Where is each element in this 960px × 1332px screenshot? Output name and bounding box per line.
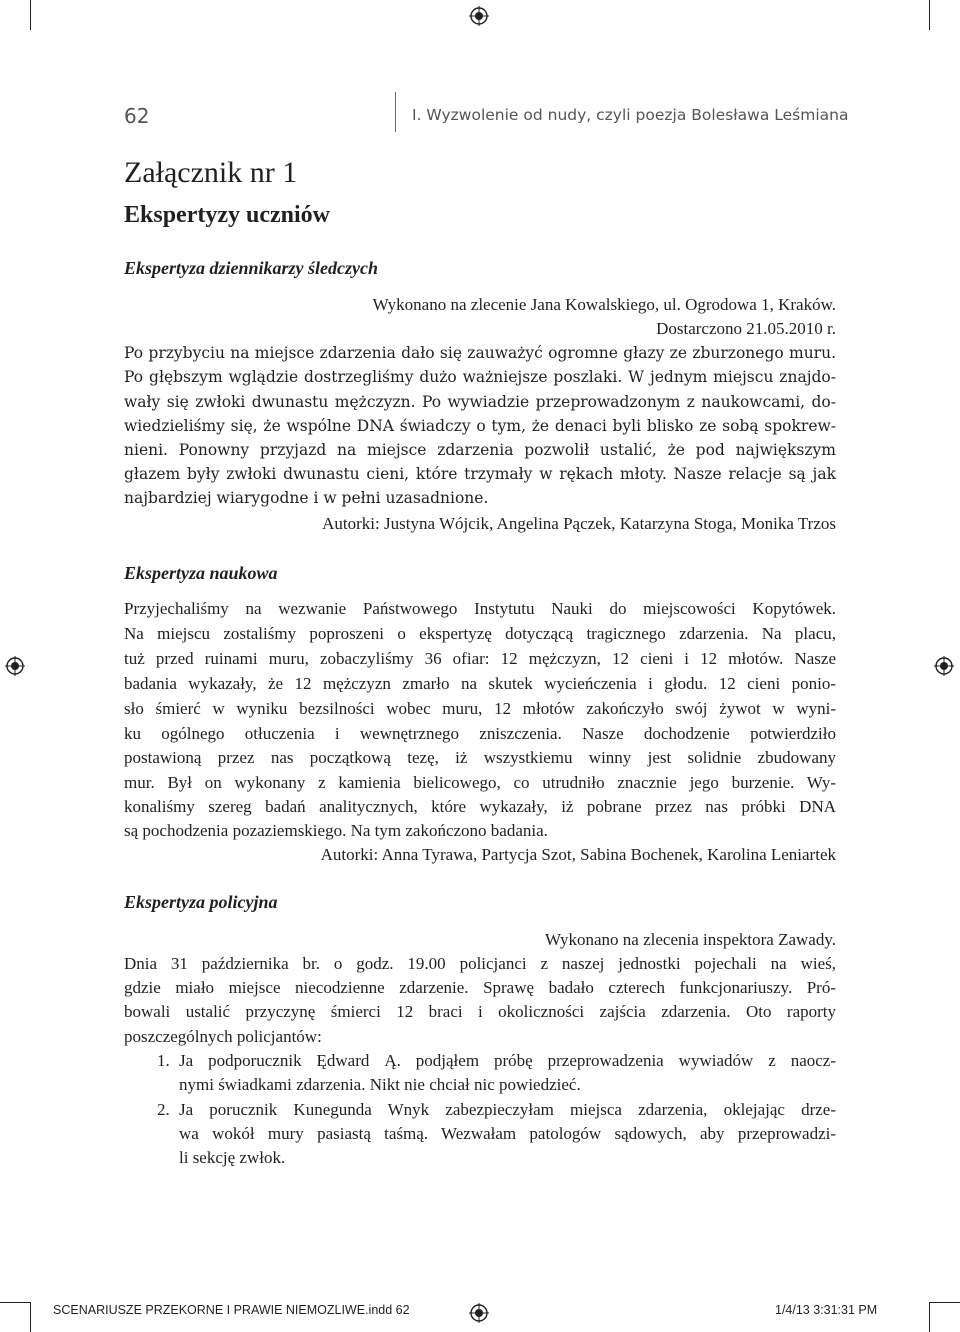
crop-mark-top-right [929, 0, 930, 30]
list-number: 1. [157, 1051, 170, 1070]
crop-mark-bottom-right [929, 1302, 930, 1332]
paragraph-line: wały się zwłoki dwunastu mężczyzn. Po wywiadzie przeprowadzonym z naukowcami, do- [124, 393, 836, 411]
slug-date: 1/4/13 3:31:31 PM [775, 1303, 878, 1317]
crop-mark-bottom-line-left [0, 1302, 30, 1303]
paragraph-line: postawioną przez nas początkową tezę, iż wszystkiemu winny jest solidnie zbudowany [124, 748, 836, 767]
paragraph-line: tuż przed ruinami muru, zobaczyliśmy 36 ofiar: 12 mężczyzn, 12 cieni i 12 młotów. Nasze [124, 649, 836, 668]
paragraph-line: Przyjechaliśmy na wezwanie Państwowego Instytutu Nauki do miejscowości Kopytówek. [124, 599, 836, 618]
paragraph-line: mur. Był on wykonany z kamienia bielicowego, co utrudniło znacznie jego burzenie. Wy- [124, 773, 836, 792]
page-subtitle: Ekspertyzy uczniów [124, 202, 330, 228]
section-heading-scientific: Ekspertyza naukowa [124, 563, 278, 583]
paragraph-line: badania wykazały, że 12 mężczyzn zmarło na skutek wycieńczenia i głodu. 12 cieni ponio- [124, 674, 836, 693]
list-item-line: li sekcję zwłok. [179, 1148, 286, 1167]
crop-mark-top-left [30, 0, 31, 30]
paragraph-line: konaliśmy szereg badań analitycznych, które wykazały, iż pobrane przez nas próbki DNA [124, 797, 836, 816]
header-divider [395, 92, 396, 132]
list-item-line: wa wokół mury pasiastą taśmą. Wezwałam patologów sądowych, aby przeprowadzi- [179, 1124, 836, 1143]
list-item-line: Ja porucznik Kunegunda Wnyk zabezpieczyłam miejsca zdarzenia, oklejając drze- [179, 1100, 836, 1119]
paragraph-line: Po głębszym wglądzie dostrzegliśmy dużo ważniejsze poszlaki. W jednym miejscu znajdo- [124, 368, 836, 386]
paragraph-line: głazem były zwłoki dwunastu cieni, które trzymały w rękach młoty. Nasze relacje są jak [124, 465, 836, 483]
page-number: 62 [124, 104, 150, 128]
paragraph-line: najbardziej wiarygodne i w pełni uzasadnione. [124, 489, 489, 507]
section-heading-journalists: Ekspertyza dziennikarzy śledczych [124, 258, 378, 278]
authors-line: Autorki: Anna Tyrawa, Partycja Szot, Sabina Bochenek, Karolina Leniartek [320, 845, 836, 864]
paragraph-line: wiedzieliśmy się, że wspólne DNA świadczy o tym, że denaci byli blisko ze sobą spokrew- [124, 417, 836, 435]
paragraph-line: są pochodzenia pozaziemskiego. Na tym zakończono badania. [124, 821, 548, 840]
commission-line: Wykonano na zlecenie Jana Kowalskiego, ul. Ogrodowa 1, Kraków. [372, 295, 836, 314]
crop-mark-bottom-left [30, 1302, 31, 1332]
list-number: 2. [157, 1100, 170, 1119]
page-title: Załącznik nr 1 [124, 156, 298, 189]
paragraph-line: bowali ustalić przyczynę śmierci 12 braci i okoliczności zajścia zdarzenia. Oto raporty [124, 1002, 836, 1021]
running-title: I. Wyzwolenie od nudy, czyli poezja Bolesława Leśmiana [412, 106, 849, 124]
crop-mark-bottom-line-right [930, 1302, 960, 1303]
paragraph-line: Po przybyciu na miejsce zdarzenia dało się zauważyć ogromne głazy ze zburzonego muru. [124, 344, 836, 362]
commission-line: Wykonano na zlecenia inspektora Zawady. [544, 930, 836, 949]
paragraph-line: ku ogólnego otłuczenia i wewnętrznego zniszczenia. Nasze dochodzenie potwierdziło [124, 724, 836, 743]
paragraph-line: Dnia 31 października br. o godz. 19.00 policjanci z naszej jednostki pojechali na wieś, [124, 954, 836, 973]
paragraph-line: sło śmierć w wyniku bezsilności wobec muru, 12 młotów zakończyło swój żywot w wyni- [124, 699, 836, 718]
registration-mark-right-icon [934, 656, 954, 676]
slug-filename: SCENARIUSZE PRZEKORNE I PRAWIE NIEMOZLIWE.indd 62 [53, 1303, 410, 1317]
list-item-line: Ja podporucznik Ędward Ą. podjąłem próbę przeprowadzenia wywiadów z naocz- [179, 1051, 836, 1070]
delivered-line: Dostarczono 21.05.2010 r. [656, 319, 836, 338]
paragraph-line: gdzie miało miejsce niecodzienne zdarzenie. Sprawę badało czterech funkcjonariuszy. Pró- [124, 978, 836, 997]
section-heading-police: Ekspertyza policyjna [124, 892, 278, 912]
registration-mark-top-icon [469, 6, 489, 26]
list-item-line: nymi świadkami zdarzenia. Nikt nie chciał nic powiedzieć. [179, 1075, 581, 1094]
registration-mark-bottom-icon [469, 1303, 489, 1323]
authors-line: Autorki: Justyna Wójcik, Angelina Pączek, Katarzyna Stoga, Monika Trzos [322, 514, 836, 533]
paragraph-line: Na miejscu zostaliśmy poproszeni o ekspertyzę dotyczącą tragicznego zdarzenia. Na placu, [124, 624, 836, 643]
registration-mark-left-icon [5, 656, 25, 676]
paragraph-line: nieni. Ponowny przyjazd na miejsce zdarzenia pozwolił ustalić, że pod największym [124, 441, 836, 459]
paragraph-line: poszczególnych policjantów: [124, 1027, 322, 1046]
